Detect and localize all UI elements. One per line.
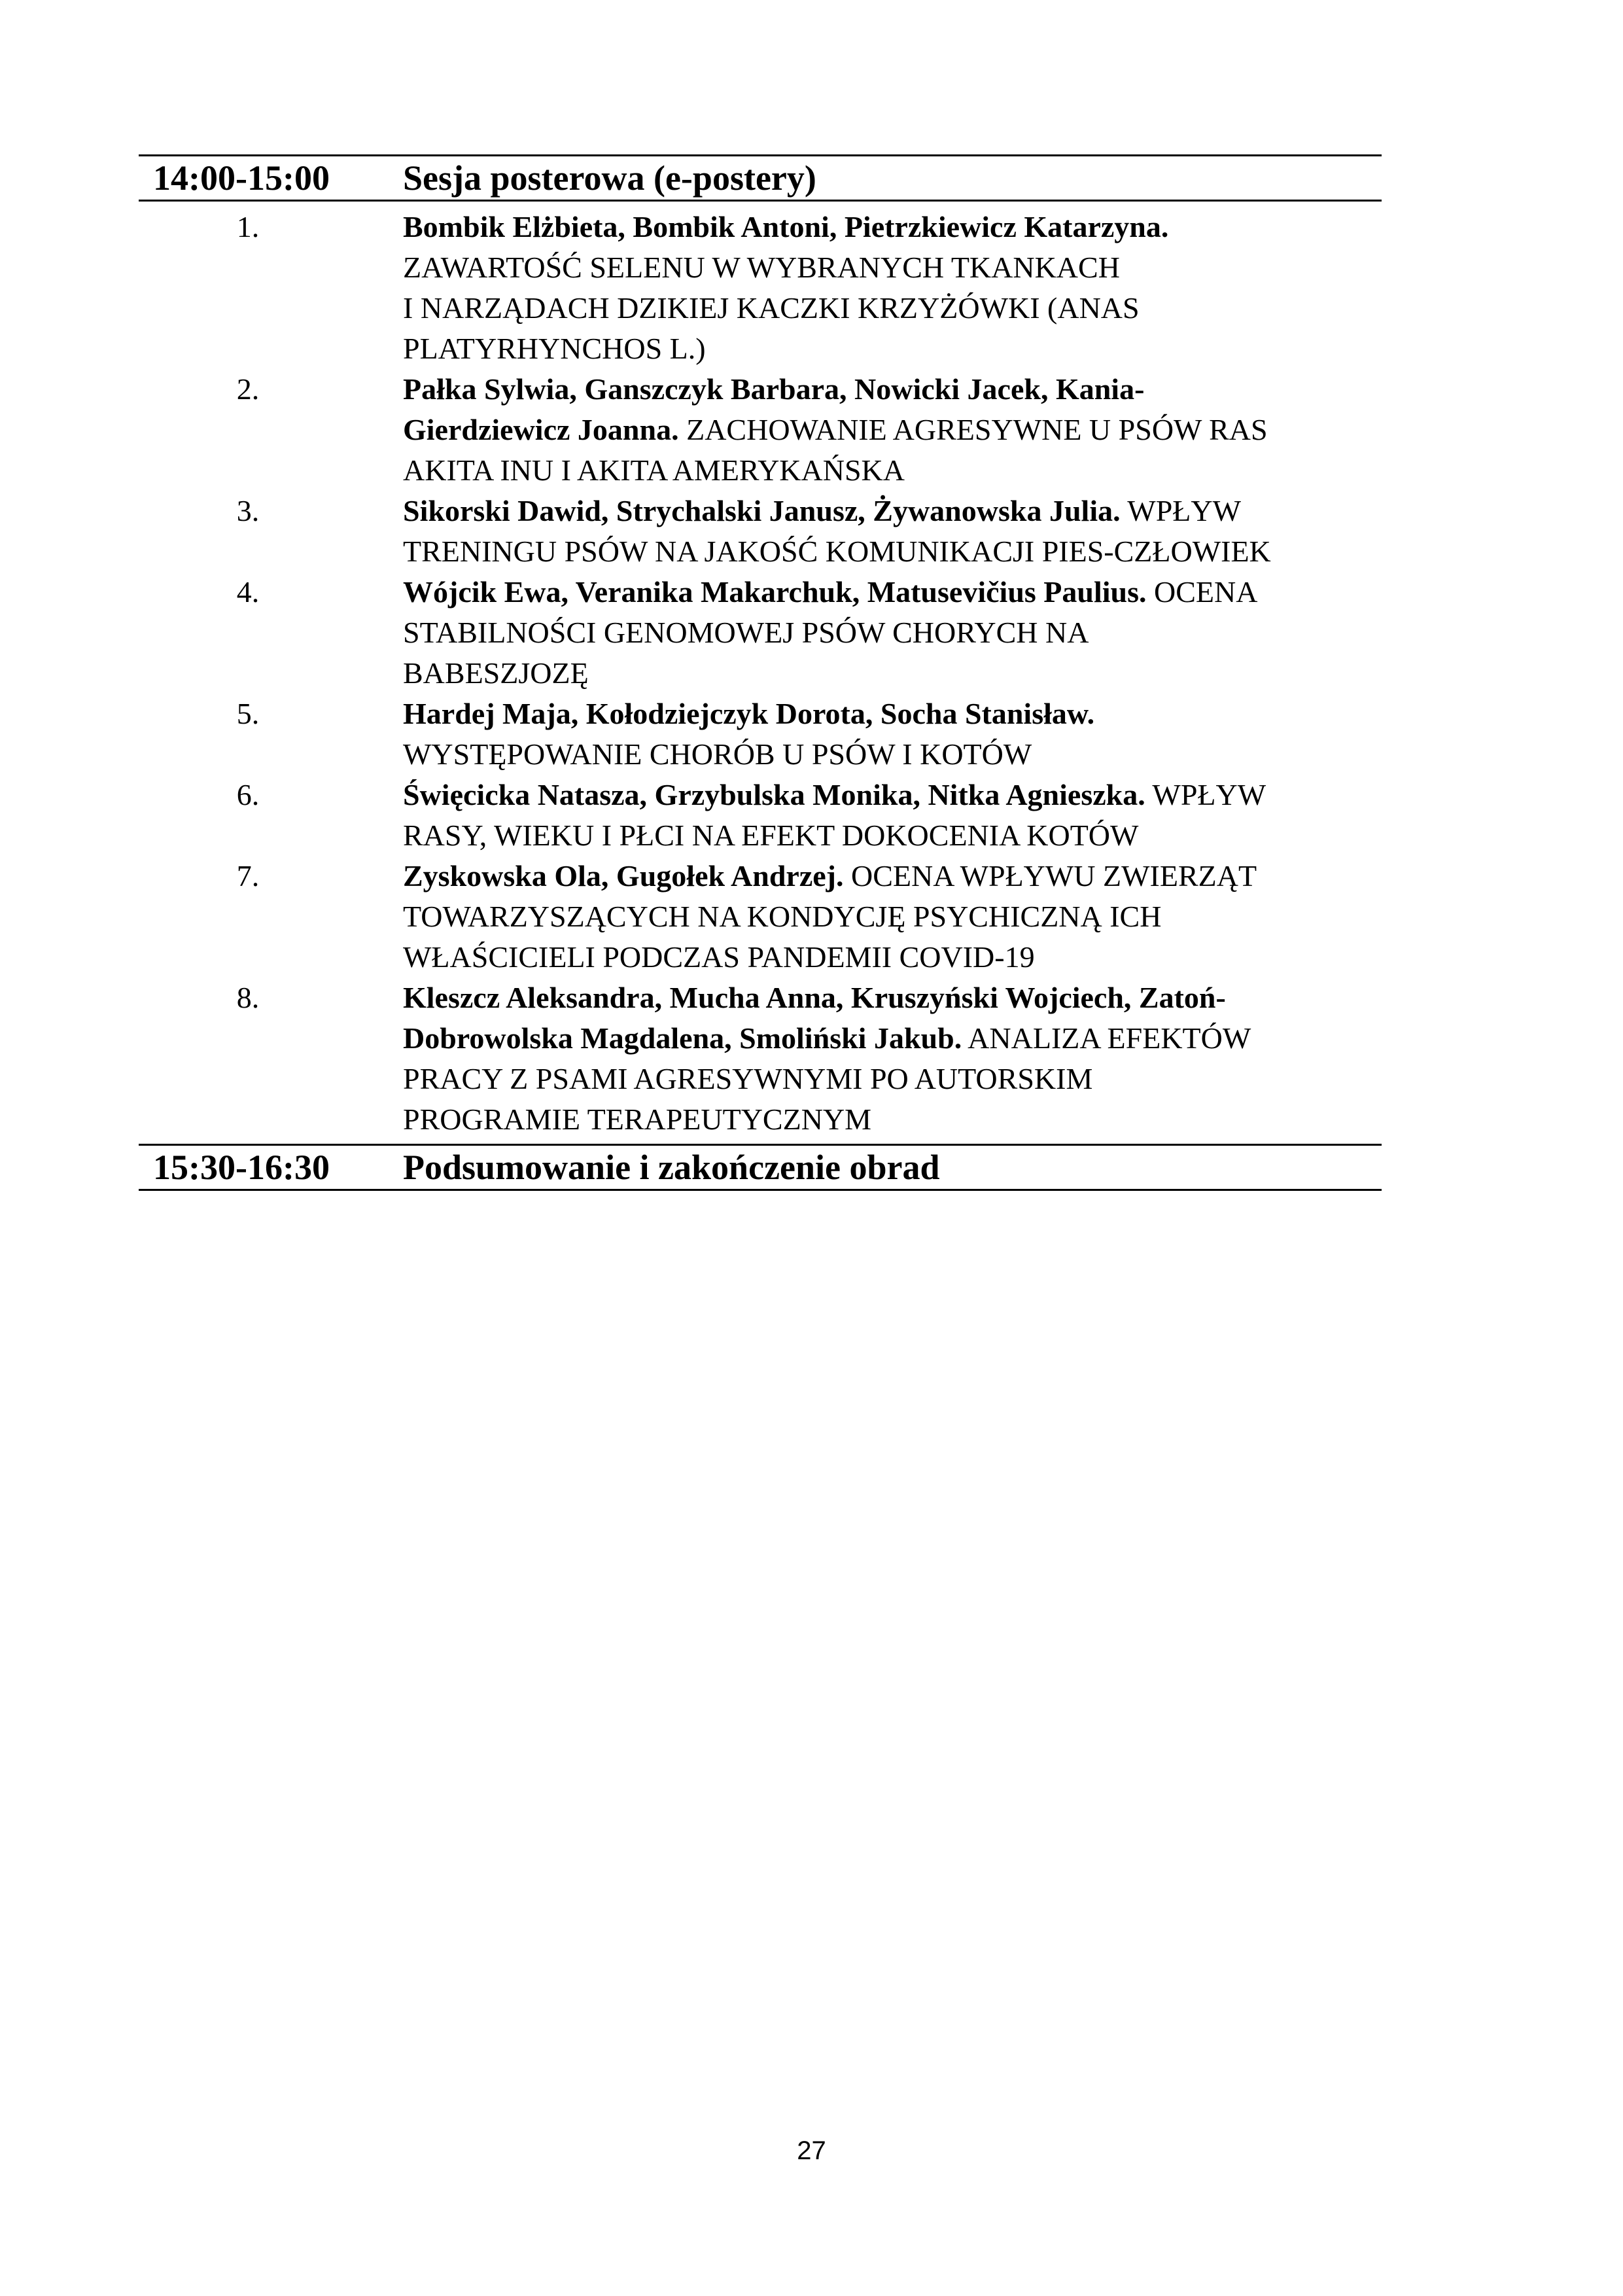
poster-item xyxy=(139,207,1382,369)
poster-number: 4. xyxy=(236,575,260,609)
poster-authors: Zyskowska Ola, Gugołek Andrzej. xyxy=(403,859,844,892)
poster-title: PROGRAMIE TERAPEUTYCZNYM xyxy=(403,1103,872,1136)
poster-number: 3. xyxy=(236,494,260,527)
poster-entry-line xyxy=(403,1099,1382,1140)
poster-title: WPŁYW xyxy=(1145,778,1266,811)
poster-title: I NARZĄDACH DZIKIEJ KACZKI KRZYŻÓWKI (ANAS xyxy=(403,291,1140,325)
poster-entry-line xyxy=(403,856,1382,896)
poster-entry xyxy=(403,856,1382,978)
poster-entry-line xyxy=(403,450,1382,491)
poster-title: AKITA INU I AKITA AMERYKAŃSKA xyxy=(403,453,905,487)
poster-entry-line xyxy=(403,491,1382,531)
poster-title: STABILNOŚCI GENOMOWEJ PSÓW CHORYCH NA xyxy=(403,616,1089,649)
poster-entry-line xyxy=(403,410,1382,450)
session-header-closing xyxy=(139,1146,1382,1189)
poster-title: TRENINGU PSÓW NA JAKOŚĆ KOMUNIKACJI PIES-CZŁOWIEK xyxy=(403,535,1271,568)
poster-authors: Hardej Maja, Kołodziejczyk Dorota, Socha Stanisław. xyxy=(403,697,1095,730)
poster-entry xyxy=(403,369,1382,491)
poster-number: 7. xyxy=(236,859,260,892)
poster-entry-line xyxy=(403,207,1382,247)
poster-entry-line xyxy=(403,369,1382,410)
agenda-table xyxy=(139,154,1382,1191)
poster-entry-line xyxy=(403,978,1382,1018)
poster-title: WPŁYW xyxy=(1120,494,1242,527)
poster-title: ZAWARTOŚĆ SELENU W WYBRANYCH TKANKACH xyxy=(403,251,1120,284)
poster-entry-line xyxy=(403,572,1382,612)
poster-entry-line xyxy=(403,653,1382,694)
poster-entry xyxy=(403,694,1382,775)
poster-authors: Kleszcz Aleksandra, Mucha Anna, Kruszyński Wojciech, Zatoń- xyxy=(403,981,1226,1014)
poster-authors: Bombik Elżbieta, Bombik Antoni, Pietrzkiewicz Katarzyna. xyxy=(403,210,1169,243)
poster-entry xyxy=(403,207,1382,369)
poster-entry-line xyxy=(403,247,1382,288)
poster-number: 6. xyxy=(236,778,260,811)
poster-entry-line xyxy=(403,896,1382,937)
poster-entry-line xyxy=(403,815,1382,856)
poster-title: OCENA xyxy=(1146,575,1258,609)
poster-title: TOWARZYSZĄCYCH NA KONDYCJĘ PSYCHICZNĄ ICH xyxy=(403,900,1162,933)
poster-entry-line xyxy=(403,1018,1382,1059)
poster-title: BABESZJOZĘ xyxy=(403,656,589,690)
session-title: Sesja posterowa (e-postery) xyxy=(403,158,816,198)
poster-entry-line xyxy=(403,531,1382,572)
poster-entry-line xyxy=(403,694,1382,734)
poster-title: OCENA WPŁYWU ZWIERZĄT xyxy=(843,859,1257,892)
poster-title: WŁAŚCICIELI PODCZAS PANDEMII COVID-19 xyxy=(403,940,1035,974)
poster-entry xyxy=(403,978,1382,1140)
poster-entry-line xyxy=(403,1059,1382,1099)
poster-number: 5. xyxy=(236,697,260,730)
poster-title: PLATYRHYNCHOS L.) xyxy=(403,332,706,365)
poster-item xyxy=(139,856,1382,978)
poster-authors: Święcicka Natasza, Grzybulska Monika, Nitka Agnieszka. xyxy=(403,778,1145,811)
poster-entry xyxy=(403,572,1382,694)
poster-list xyxy=(139,202,1382,1144)
session-time: 15:30-16:30 xyxy=(153,1148,330,1187)
poster-entry-line xyxy=(403,612,1382,653)
poster-authors: Dobrowolska Magdalena, Smoliński Jakub. xyxy=(403,1021,962,1055)
poster-entry-line xyxy=(403,775,1382,815)
session-header-posters xyxy=(139,156,1382,200)
poster-authors: Wójcik Ewa, Veranika Makarchuk, Matusevičius Paulius. xyxy=(403,575,1147,609)
poster-item xyxy=(139,572,1382,694)
poster-entry-line xyxy=(403,328,1382,369)
poster-item xyxy=(139,978,1382,1140)
table-bottom-rule xyxy=(139,1189,1382,1191)
poster-item xyxy=(139,775,1382,856)
poster-authors: Sikorski Dawid, Strychalski Janusz, Żywanowska Julia. xyxy=(403,494,1121,527)
session-title: Podsumowanie i zakończenie obrad xyxy=(403,1148,940,1187)
poster-number: 2. xyxy=(236,372,260,406)
poster-entry xyxy=(403,491,1382,572)
session-time: 14:00-15:00 xyxy=(153,158,330,198)
poster-authors: Gierdziewicz Joanna. xyxy=(403,413,679,446)
poster-authors: Pałka Sylwia, Ganszczyk Barbara, Nowicki Jacek, Kania- xyxy=(403,372,1145,406)
poster-title: WYSTĘPOWANIE CHORÓB U PSÓW I KOTÓW xyxy=(403,737,1032,771)
poster-entry-line xyxy=(403,937,1382,978)
poster-title: RASY, WIEKU I PŁCI NA EFEKT DOKOCENIA KOTÓW xyxy=(403,819,1139,852)
page-number: 27 xyxy=(797,2136,826,2165)
poster-entry xyxy=(403,775,1382,856)
poster-title: PRACY Z PSAMI AGRESYWNYMI PO AUTORSKIM xyxy=(403,1062,1093,1095)
poster-number: 1. xyxy=(236,210,260,243)
poster-title: ZACHOWANIE AGRESYWNE U PSÓW RAS xyxy=(678,413,1268,446)
poster-item xyxy=(139,369,1382,491)
poster-entry-line xyxy=(403,288,1382,328)
poster-number: 8. xyxy=(236,981,260,1014)
poster-item xyxy=(139,491,1382,572)
poster-title: ANALIZA EFEKTÓW xyxy=(962,1021,1251,1055)
poster-entry-line xyxy=(403,734,1382,775)
poster-item xyxy=(139,694,1382,775)
